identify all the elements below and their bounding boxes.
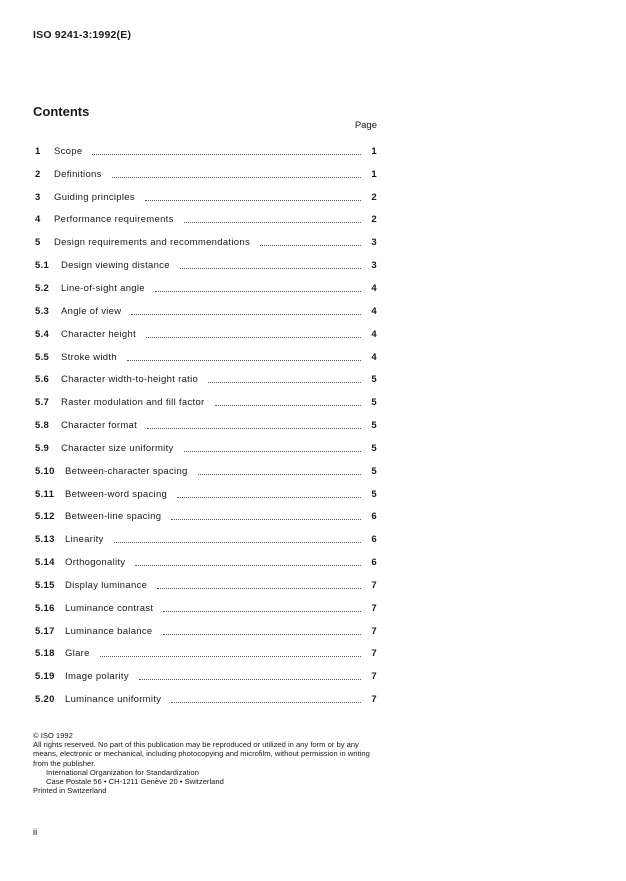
toc-entry-page: 6 [371,557,377,569]
toc-dot-leader [215,405,362,406]
toc-entry-page: 7 [371,602,377,614]
toc-entry-title: Display luminance [65,579,148,591]
toc-entry-number: 5.6 [35,374,50,386]
toc-entry-title: Luminance uniformity [65,694,162,706]
toc-dot-leader [139,679,361,680]
toc-entry-page: 1 [371,168,377,180]
toc-dot-leader [163,634,362,635]
toc-entry-number: 5.16 [35,602,55,614]
page-column-label: Page [354,120,377,131]
toc-entry-number: 5.19 [35,671,55,683]
toc-entry-title: Guiding principles [54,191,135,203]
toc-entry-title: Design requirements and recommendations [54,237,250,249]
toc-entry-page: 4 [371,328,377,340]
toc-entry-number: 5.5 [35,351,50,363]
toc-entry-page: 1 [371,145,377,157]
toc-entry[interactable] [35,186,377,209]
toc-dot-leader [146,337,361,338]
toc-entry-title: Image polarity [65,671,129,683]
toc-entry-page: 4 [371,305,377,317]
toc-dot-leader [180,268,361,269]
toc-entry-number: 5.17 [35,625,55,637]
toc-entry-number: 5.7 [35,397,50,409]
toc-entry-number: 5.4 [35,328,50,340]
toc-entry[interactable] [35,391,377,414]
toc-dot-leader [135,565,361,566]
toc-entry-page: 3 [371,237,377,249]
toc-entry-page: 4 [371,282,377,294]
toc-dot-leader [155,291,361,292]
toc-entry-page: 5 [371,465,377,477]
toc-entry[interactable] [35,460,377,483]
toc-entry-page: 6 [371,511,377,523]
toc-entry-number: 5.18 [35,648,55,660]
toc-entry-page: 2 [371,214,377,226]
toc-entry[interactable] [35,528,377,551]
toc-entry-title: Luminance balance [65,625,153,637]
toc-entry-number: 5.14 [35,557,55,569]
toc-entry-title: Character size uniformity [61,442,174,454]
toc-dot-leader [131,314,361,315]
toc-entry[interactable] [35,483,377,506]
toc-entry-title: Character height [61,328,137,340]
toc-entry[interactable] [35,437,377,460]
toc-entry-title: Angle of view [61,305,122,317]
toc-entry[interactable] [35,254,377,277]
toc-entry-number: 5.11 [35,488,55,500]
rights-statement: All rights reserved. No part of this publication may be reproduced or utilized in any form or by any means, electronic or mechanical, including photocopying and microfilm, without permission in writing from the publisher. [33,740,370,768]
toc-entry-page: 7 [371,671,377,683]
toc-entry-number: 5.20 [35,694,55,706]
toc-entry-title: Glare [65,648,90,660]
toc-entry[interactable] [35,506,377,529]
toc-entry-page: 2 [371,191,377,203]
toc-dot-leader [208,382,361,383]
toc-entry-number: 5.10 [35,465,55,477]
toc-dot-leader [184,451,361,452]
toc-entry-number: 1 [35,145,41,157]
toc-entry-number: 5.9 [35,442,50,454]
toc-dot-leader [177,497,361,498]
toc-dot-leader [171,702,361,703]
toc-entry[interactable] [35,368,377,391]
toc-entry[interactable] [35,346,377,369]
toc-dot-leader [184,222,361,223]
toc-entry-page: 7 [371,579,377,591]
toc-entry-title: Scope [54,145,83,157]
copyright-line: © ISO 1992 [33,731,73,740]
toc-entry-page: 7 [371,648,377,660]
toc-entry[interactable] [35,643,377,666]
standard-identifier: ISO 9241-3:1992(E) [33,29,132,41]
toc-dot-leader [147,428,361,429]
toc-entry-number: 5.2 [35,282,50,294]
toc-entry-title: Performance requirements [54,214,174,226]
toc-dot-leader [260,245,361,246]
toc-entry-title: Between-word spacing [65,488,168,500]
toc-entry-title: Definitions [54,168,102,180]
toc-entry-page: 5 [371,442,377,454]
toc-dot-leader [112,177,361,178]
toc-entry[interactable] [35,551,377,574]
toc-entry[interactable] [35,140,377,163]
toc-dot-leader [92,154,361,155]
toc-entry-page: 5 [371,397,377,409]
organization-address: Case Postale 56 • CH-1211 Genève 20 • Switzerland [46,777,224,787]
toc-entry-number: 5 [35,237,41,249]
toc-entry-title: Stroke width [61,351,117,363]
toc-entry[interactable] [35,414,377,437]
toc-entry-title: Design viewing distance [61,260,170,272]
toc-dot-leader [145,200,361,201]
toc-entry-number: 2 [35,168,41,180]
toc-entry-page: 5 [371,420,377,432]
toc-entry-page: 7 [371,694,377,706]
printed-in: Printed in Switzerland [33,786,107,796]
toc-entry[interactable] [35,277,377,300]
toc-entry-title: Line-of-sight angle [61,282,145,294]
toc-entry-number: 3 [35,191,41,203]
toc-entry-number: 5.3 [35,305,50,317]
organization-name: International Organization for Standardization [46,767,199,777]
toc-dot-leader [171,519,361,520]
toc-entry-number: 5.13 [35,534,55,546]
toc-entry-number: 5.1 [35,260,50,272]
toc-entry-title: Between-line spacing [65,511,162,523]
toc-entry-page: 6 [371,534,377,546]
toc-entry-title: Linearity [65,534,104,546]
toc-entry-number: 4 [35,214,41,226]
page-number: ii [33,827,38,838]
toc-entry[interactable] [35,209,377,232]
toc-entry[interactable] [35,620,377,643]
toc-dot-leader [157,588,361,589]
toc-entry[interactable] [35,597,377,620]
toc-entry-number: 5.8 [35,420,50,432]
toc-entry-title: Raster modulation and fill factor [61,397,205,409]
toc-entry-page: 5 [371,374,377,386]
toc-entry[interactable] [35,665,377,688]
toc-entry[interactable] [35,323,377,346]
toc-entry-title: Orthogonality [65,557,126,569]
toc-dot-leader [114,542,361,543]
toc-dot-leader [198,474,361,475]
toc-entry[interactable] [35,688,377,711]
toc-entry[interactable] [35,574,377,597]
toc-entry-title: Luminance contrast [65,602,154,614]
toc-entry-page: 3 [371,260,377,272]
toc-entry-page: 4 [371,351,377,363]
toc-entry[interactable] [35,163,377,186]
toc-dot-leader [127,360,361,361]
toc-entry-number: 5.15 [35,579,55,591]
toc-dot-leader [163,611,361,612]
contents-heading: Contents [33,104,90,119]
toc-entry-number: 5.12 [35,511,55,523]
toc-entry-title: Between-character spacing [65,465,188,477]
toc-dot-leader [100,656,361,657]
toc-entry[interactable] [35,300,377,323]
toc-entry-title: Character format [61,420,138,432]
toc-entry-page: 7 [371,625,377,637]
copyright-notice [33,731,383,795]
toc-entry[interactable] [35,231,377,254]
toc-entry-title: Character width-to-height ratio [61,374,199,386]
table-of-contents [35,140,377,711]
toc-entry-page: 5 [371,488,377,500]
